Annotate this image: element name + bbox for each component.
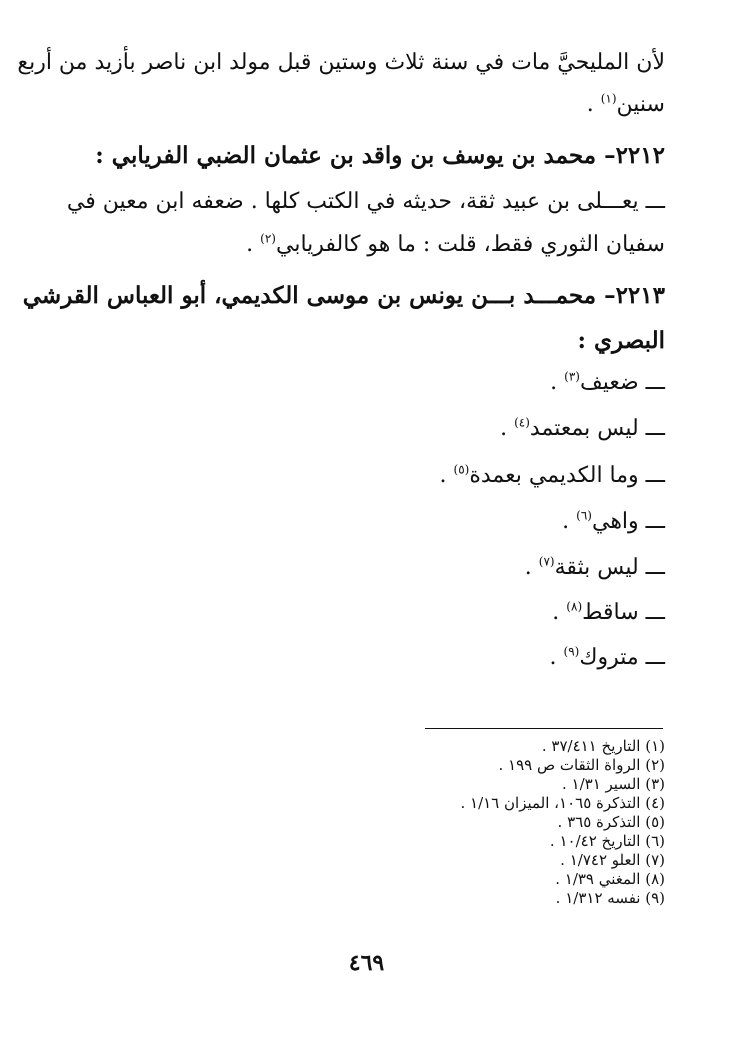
entry-2213-item — [500, 414, 665, 444]
page-number: ٤٦٩ — [348, 950, 385, 976]
body-line-2-end: . — [586, 92, 601, 117]
entry-2213-item — [440, 461, 665, 491]
footnote-8: (٨) المغني ١/٣٩ . — [555, 870, 665, 888]
footnote-6: (٦) التاريخ ١٠/٤٢ . — [549, 832, 665, 850]
footnote-ref-6[interactable]: (٦) — [576, 508, 592, 523]
footnote-ref-2[interactable]: (٢) — [260, 231, 276, 246]
item-end: . — [524, 555, 539, 580]
item-text: ـــ واهي — [591, 509, 665, 534]
footnote-ref-4[interactable]: (٤) — [514, 415, 530, 430]
entry-2212-line-2-end: . — [246, 232, 261, 257]
item-text: ـــ متروك — [579, 645, 665, 670]
footnote-ref-5[interactable]: (٥) — [453, 462, 470, 477]
entry-2212-heading: ٢٢١٢– محمد بن يوسف بن واقد بن عثمان الضبي الفريابي : — [95, 142, 665, 169]
entry-2213-item — [550, 368, 665, 398]
body-line-2-text: سنين — [616, 92, 665, 117]
item-text: ـــ ساقط — [582, 600, 665, 625]
footnote-ref-9[interactable]: (٩) — [563, 644, 580, 659]
footnote-ref-3[interactable]: (٣) — [564, 369, 580, 384]
item-end: . — [550, 370, 565, 395]
item-end: . — [552, 600, 567, 625]
footnote-ref-1[interactable]: (١) — [600, 91, 617, 106]
entry-2213-heading-line-1: ٢٢١٣– محمـــد بـــن يونس بن موسى الكديمي، أبو العباس القرشي — [22, 282, 665, 309]
footnote-divider — [425, 728, 663, 729]
item-text: ـــ وما الكديمي بعمدة — [469, 463, 665, 488]
footnote-ref-7[interactable]: (٧) — [538, 554, 555, 569]
footnote-1: (١) التاريخ ٣٧/٤١١ . — [541, 737, 665, 755]
item-end: . — [549, 645, 564, 670]
footnote-7: (٧) العلو ١/٧٤٢ . — [560, 851, 665, 869]
item-end: . — [562, 509, 577, 534]
entry-2212-line-2 — [246, 230, 665, 260]
body-line-1: لأن المليحيَّ مات في سنة ثلاث وستين قبل مولد ابن ناصر بأزيد من أربع — [17, 50, 665, 75]
entry-2212-line-2-text: سفيان الثوري فقط، قلت : ما هو كالفريابي — [275, 232, 665, 257]
item-text: ـــ ليس بثقة — [554, 555, 665, 580]
footnote-ref-8[interactable]: (٨) — [566, 599, 583, 614]
item-text: ـــ ضعيف — [579, 370, 665, 395]
footnote-4: (٤) التذكرة ١٠٦٥، الميزان ١/١٦ . — [460, 794, 665, 812]
item-end: . — [500, 416, 515, 441]
entry-2212-line-1: ـــ يعـــلى بن عبيد ثقة، حديثه في الكتب كلها . ضعفه ابن معين في — [66, 189, 665, 214]
entry-2213-item — [552, 598, 665, 628]
footnote-3: (٣) السير ١/٣١ . — [561, 775, 665, 793]
entry-2213-item — [562, 507, 665, 537]
entry-2213-item — [550, 643, 665, 673]
entry-2213-heading-line-2: البصري : — [577, 327, 665, 354]
body-line-2 — [587, 90, 665, 120]
item-end: . — [439, 463, 454, 488]
footnote-2: (٢) الرواة الثقات ص ١٩٩ . — [498, 756, 665, 774]
footnote-5: (٥) التذكرة ٣٦٥ . — [557, 813, 665, 831]
item-text: ـــ ليس بمعتمد — [529, 416, 665, 441]
entry-2213-item — [525, 553, 665, 583]
footnote-9: (٩) نفسه ١/٣١٢ . — [555, 889, 665, 907]
